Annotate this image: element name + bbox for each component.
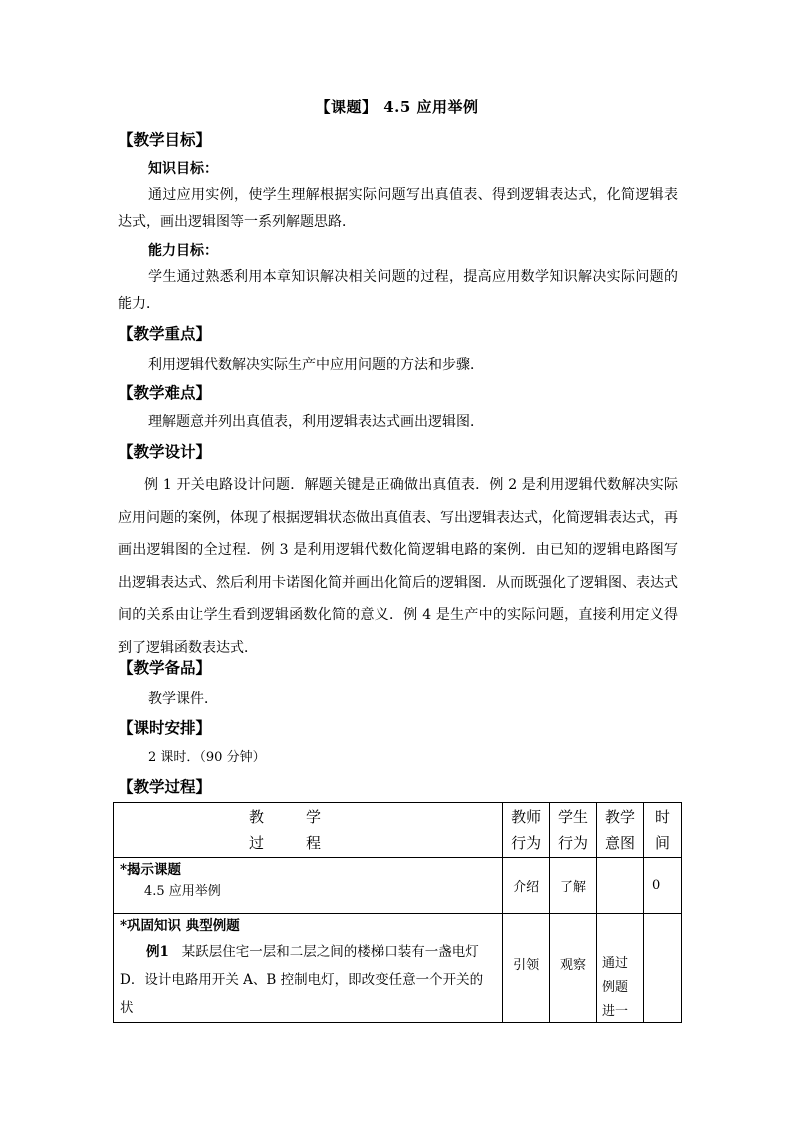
- knowledge-goal-label: 知识目标：: [148, 161, 218, 177]
- row1-teacher: 介绍: [503, 858, 550, 914]
- goals-heading: 【教学目标】: [118, 130, 212, 149]
- difficulty-heading: 【教学难点】: [118, 383, 212, 402]
- row2-intent: [596, 914, 643, 1023]
- design-heading: 【教学设计】: [118, 442, 212, 461]
- ability-goal-label: 能力目标：: [148, 243, 218, 259]
- header-char-jiao: 教: [249, 808, 265, 826]
- row2-time: [643, 914, 681, 1023]
- process-heading: 【教学过程】: [118, 777, 212, 796]
- row2-content-cell: [114, 914, 503, 1023]
- schedule-heading: 【课时安排】: [118, 718, 212, 737]
- page-title: 【课题】 4.5 应用举例: [315, 98, 479, 116]
- teaching-process-table: [113, 802, 682, 1023]
- header-student-behavior: 学生行为: [550, 803, 597, 858]
- row2-teacher: 引领: [503, 914, 550, 1023]
- row1-section-title: *揭示课题: [120, 862, 182, 878]
- header-char-cheng: 程: [306, 834, 322, 852]
- key-points-heading: 【教学重点】: [118, 324, 212, 343]
- row2-section-title: *巩固知识 典型例题: [120, 918, 240, 934]
- row2-intent-text: 通过例题进一: [601, 956, 628, 1019]
- row2-example: [114, 938, 502, 1022]
- row1-content: 4.5 应用举例: [144, 884, 221, 899]
- table-row: [114, 858, 682, 914]
- row1-content-cell: [114, 858, 503, 914]
- header-teaching-process: [114, 803, 503, 858]
- header-teacher-behavior: 教师行为: [503, 803, 550, 858]
- row1-student: 了解: [550, 858, 597, 914]
- example-text: 某跃层住宅一层和二层之间的楼梯口装有一盏电灯 D．设计电路用开关 A、B 控制电灯，即改变任意一个开关的状: [120, 944, 484, 1016]
- header-time: 时间: [643, 803, 681, 858]
- row2-student: 观察: [550, 914, 597, 1023]
- header-teaching-intent: 教学意图: [596, 803, 643, 858]
- example-label: 例1: [146, 944, 169, 960]
- table-header-row: [114, 803, 682, 858]
- design-text: 例 1 开关电路设计问题．解题关键是正确做出真值表．例 2 是利用逻辑代数解决实际应用问题的案例，体现了根据逻辑状态做出真值表、写出逻辑表达式，化简逻辑表达式，再画出逻辑图的全过程．例 3 是利用逻辑代数化简逻辑电路的案例．由已知的逻辑电路图写出逻辑表达式、然后利用卡诺图化简并画出化简后的逻辑图．从而既强化了逻辑图、表达式间的关系由让学生看到逻辑函数化简的意义．例 4 是生产中的实际问题，直接利用定义得到了逻辑函数表达式．: [118, 477, 678, 656]
- schedule-text: 2 课时．（90 分钟）: [148, 750, 266, 765]
- prep-heading: 【教学备品】: [118, 658, 212, 677]
- ability-goal-text: 学生通过熟悉利用本章知识解决相关问题的过程，提高应用数学知识解决实际问题的能力．: [118, 269, 678, 312]
- difficulty-text: 理解题意并列出真值表，利用逻辑表达式画出逻辑图．: [148, 414, 484, 430]
- row1-time: 0: [643, 858, 681, 914]
- header-char-guo: 过: [249, 834, 265, 852]
- prep-text: 教学课件．: [148, 691, 218, 707]
- table-row: [114, 914, 682, 1023]
- row1-intent: [596, 858, 643, 914]
- header-char-xue: 学: [306, 808, 322, 826]
- key-points-text: 利用逻辑代数解决实际生产中应用问题的方法和步骤．: [148, 357, 484, 373]
- knowledge-goal-text: 通过应用实例，使学生理解根据实际问题写出真值表、得到逻辑表达式，化简逻辑表达式，画出逻辑图等一系列解题思路．: [118, 187, 678, 230]
